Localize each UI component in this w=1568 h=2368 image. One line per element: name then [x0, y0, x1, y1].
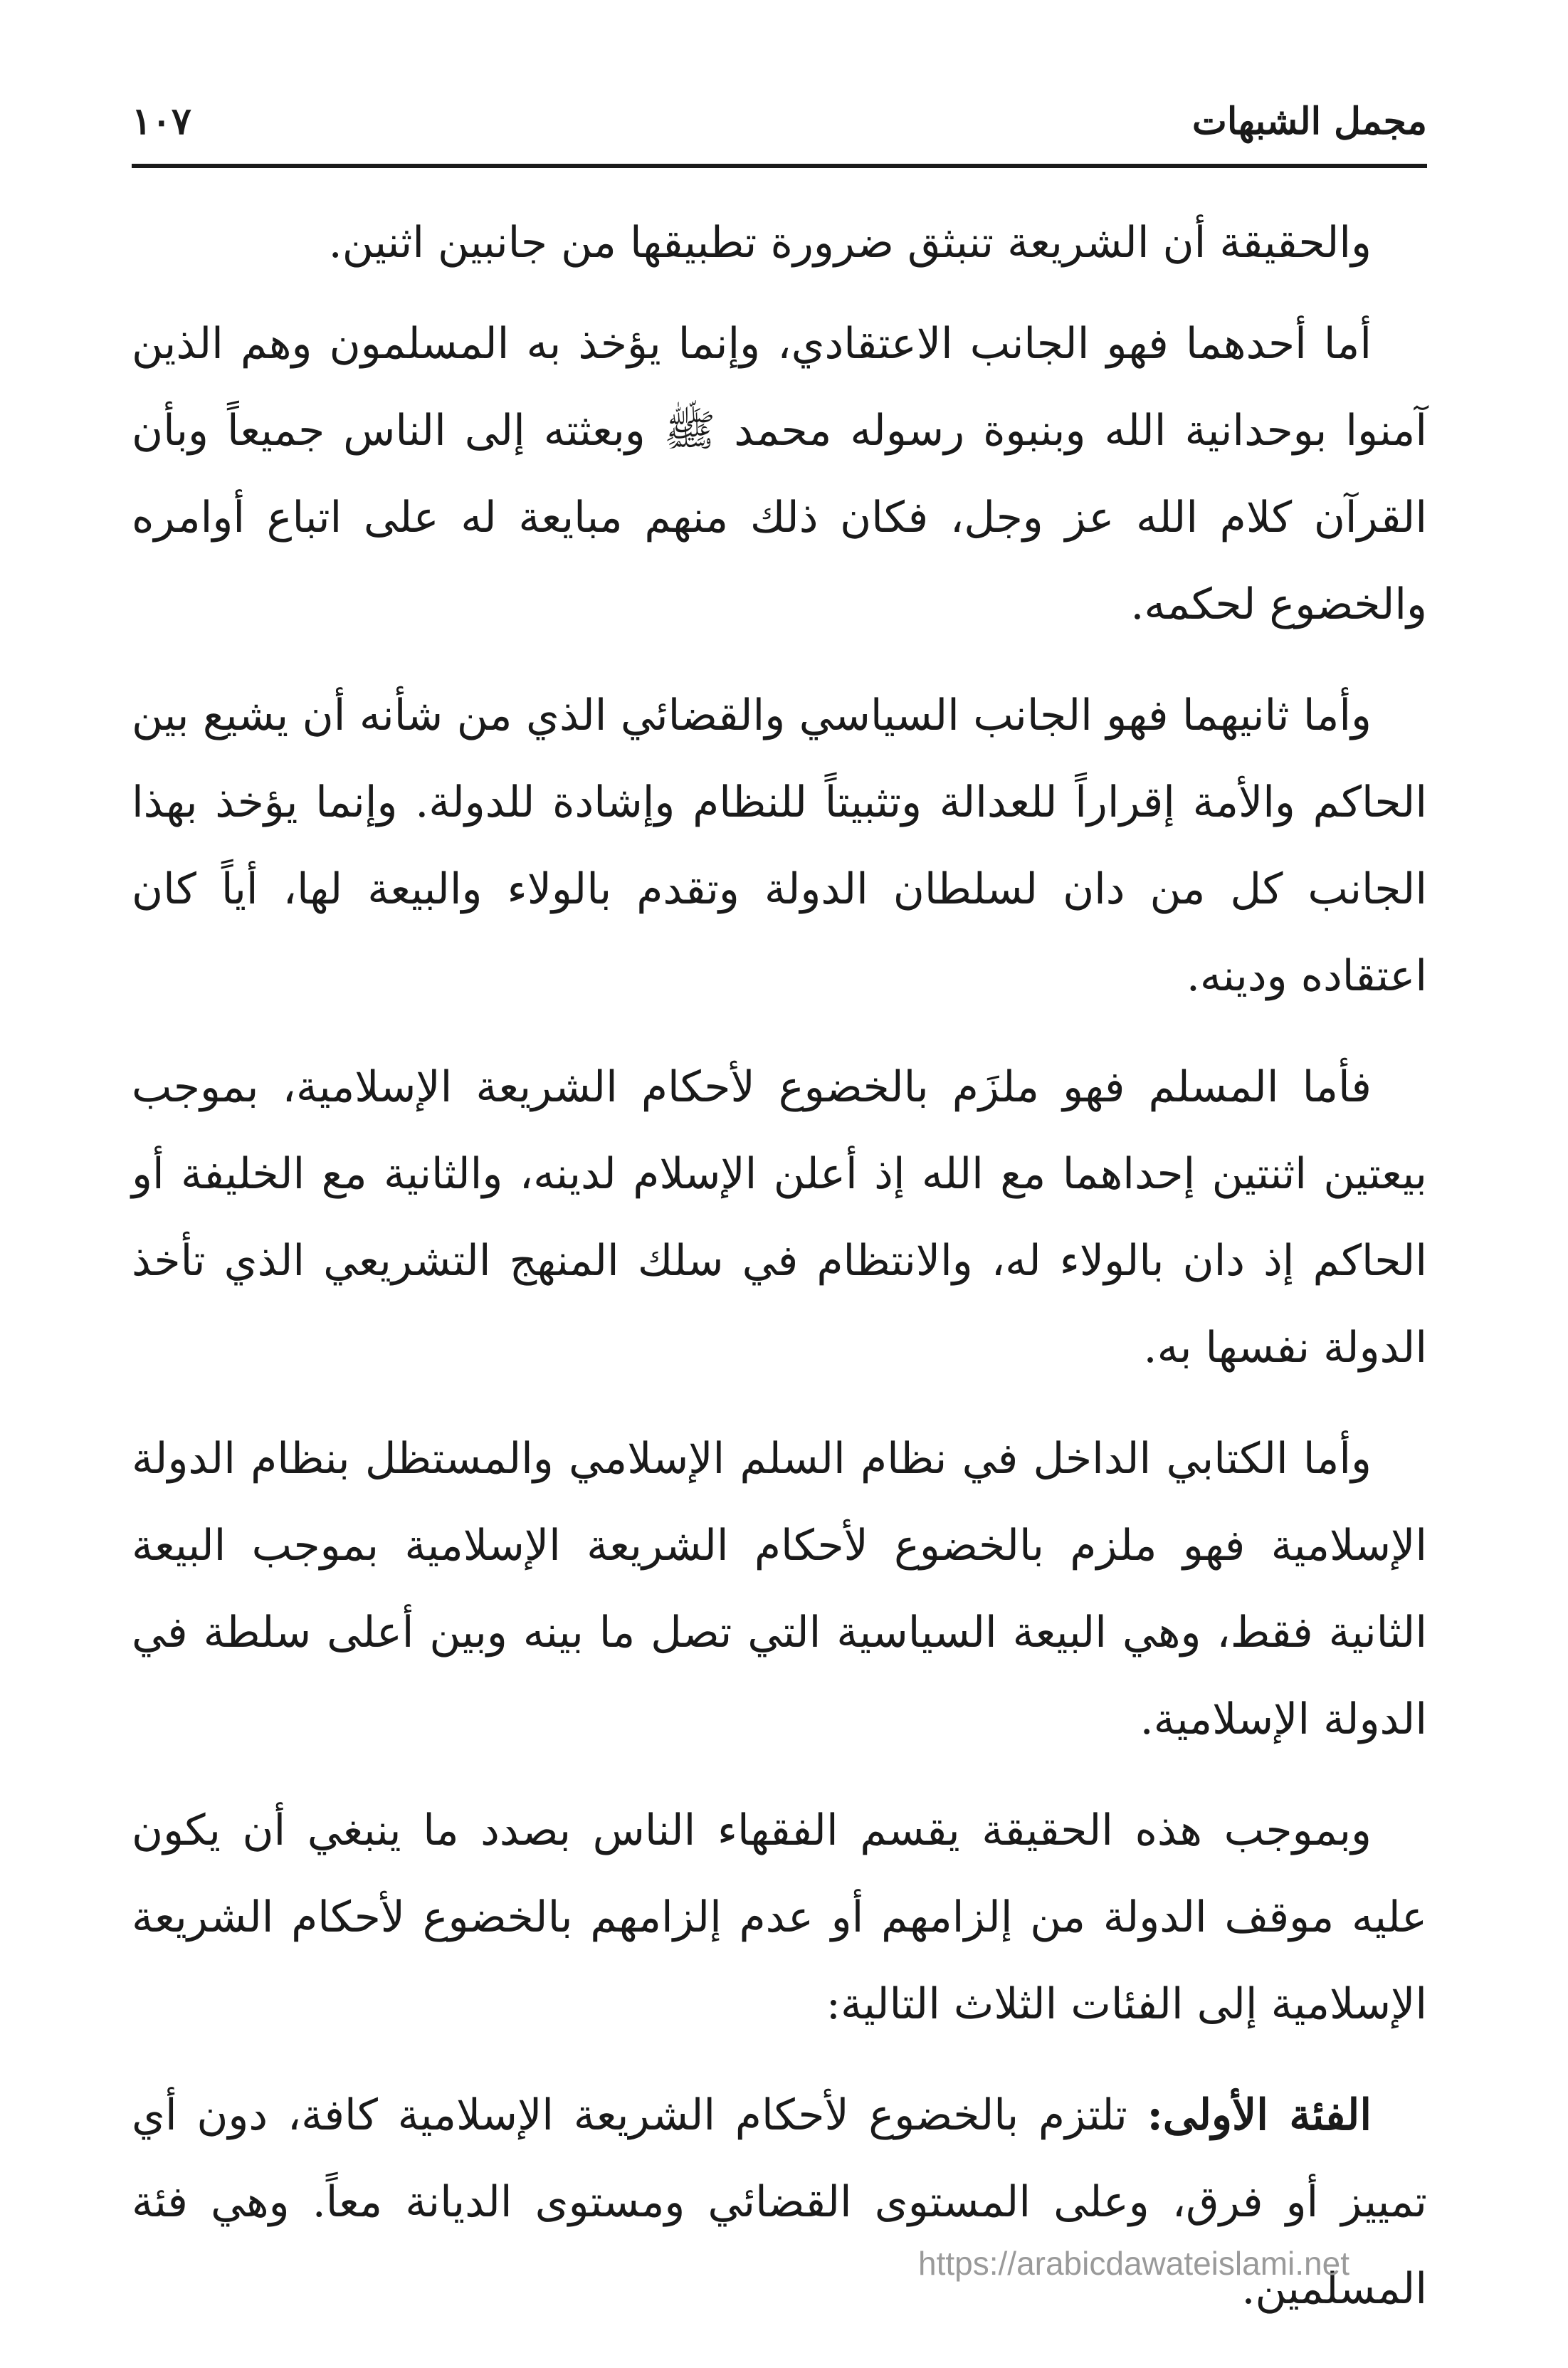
book-page — [132, 85, 1427, 2314]
page-header — [132, 85, 1427, 164]
category-text: تلتزم بالخضوع لأحكام الشريعة الإسلامية كافة، دون أي تمييز أو فرق، وعلى المستوى القضائي ومستوى الديانة معاً. وهي فئة المسلمين. — [132, 2090, 1427, 2314]
paragraph-4: فأما المسلم فهو ملزَم بالخضوع لأحكام الشريعة الإسلامية، بموجب بيعتين اثنتين إحداهما مع الله إذ أعلن الإسلام لدينه، والثانية مع الخليفة أو الحاكم إذ دان بالولاء له، والانتظام في سلك المنهج التشريعي الذي تأخذ الدولة نفسها به. — [132, 1062, 1427, 1373]
paragraph-5: وأما الكتابي الداخل في نظام السلم الإسلامي والمستظل بنظام الدولة الإسلامية فهو ملزم بالخضوع لأحكام الشريعة الإسلامية بموجب البيعة الثانية فقط، وهي البيعة السياسية التي تصل ما بينه وبين أعلى سلطة في الدولة الإسلامية. — [132, 1434, 1427, 1744]
header-rule — [132, 164, 1427, 168]
running-title: مجمل الشبهات — [1191, 100, 1427, 143]
category-term: الفئة الأولى: — [1147, 2090, 1372, 2140]
page-body — [132, 199, 1427, 2357]
paragraph-2: أما أحدهما فهو الجانب الاعتقادي، وإنما يؤخذ به المسلمون وهم الذين آمنوا بوحدانية الله وبنبوة رسوله محمد ﷺ وبعثته إلى الناس جميعاً وبأن القرآن كلام الله عز وجل، فكان ذلك منهم مبايعة له على اتباع أوامره والخضوع لحكمه. — [132, 319, 1427, 629]
paragraph-7 — [132, 2072, 1427, 2332]
page-number: ١٠٧ — [132, 100, 191, 143]
paragraph-3: وأما ثانيهما فهو الجانب السياسي والقضائي الذي من شأنه أن يشيع بين الحاكم والأمة إقراراً للعدالة وتثبيتاً للنظام وإشادة للدولة. وإنما يؤخذ بهذا الجانب كل من دان لسلطان الدولة وتقدم بالولاء والبيعة لها، أياً كان اعتقاده ودينه. — [132, 691, 1427, 1001]
paragraph-6: وبموجب هذه الحقيقة يقسم الفقهاء الناس بصدد ما ينبغي أن يكون عليه موقف الدولة من إلزامهم أو عدم إلزامهم بالخضوع لأحكام الشريعة الإسلامية إلى الفئات الثلاث التالية: — [132, 1806, 1427, 2029]
watermark-url: https://arabicdawateislami.net — [918, 2245, 1349, 2282]
paragraph-1: والحقيقة أن الشريعة تنبثق ضرورة تطبيقها من جانبين اثنين. — [328, 218, 1372, 268]
